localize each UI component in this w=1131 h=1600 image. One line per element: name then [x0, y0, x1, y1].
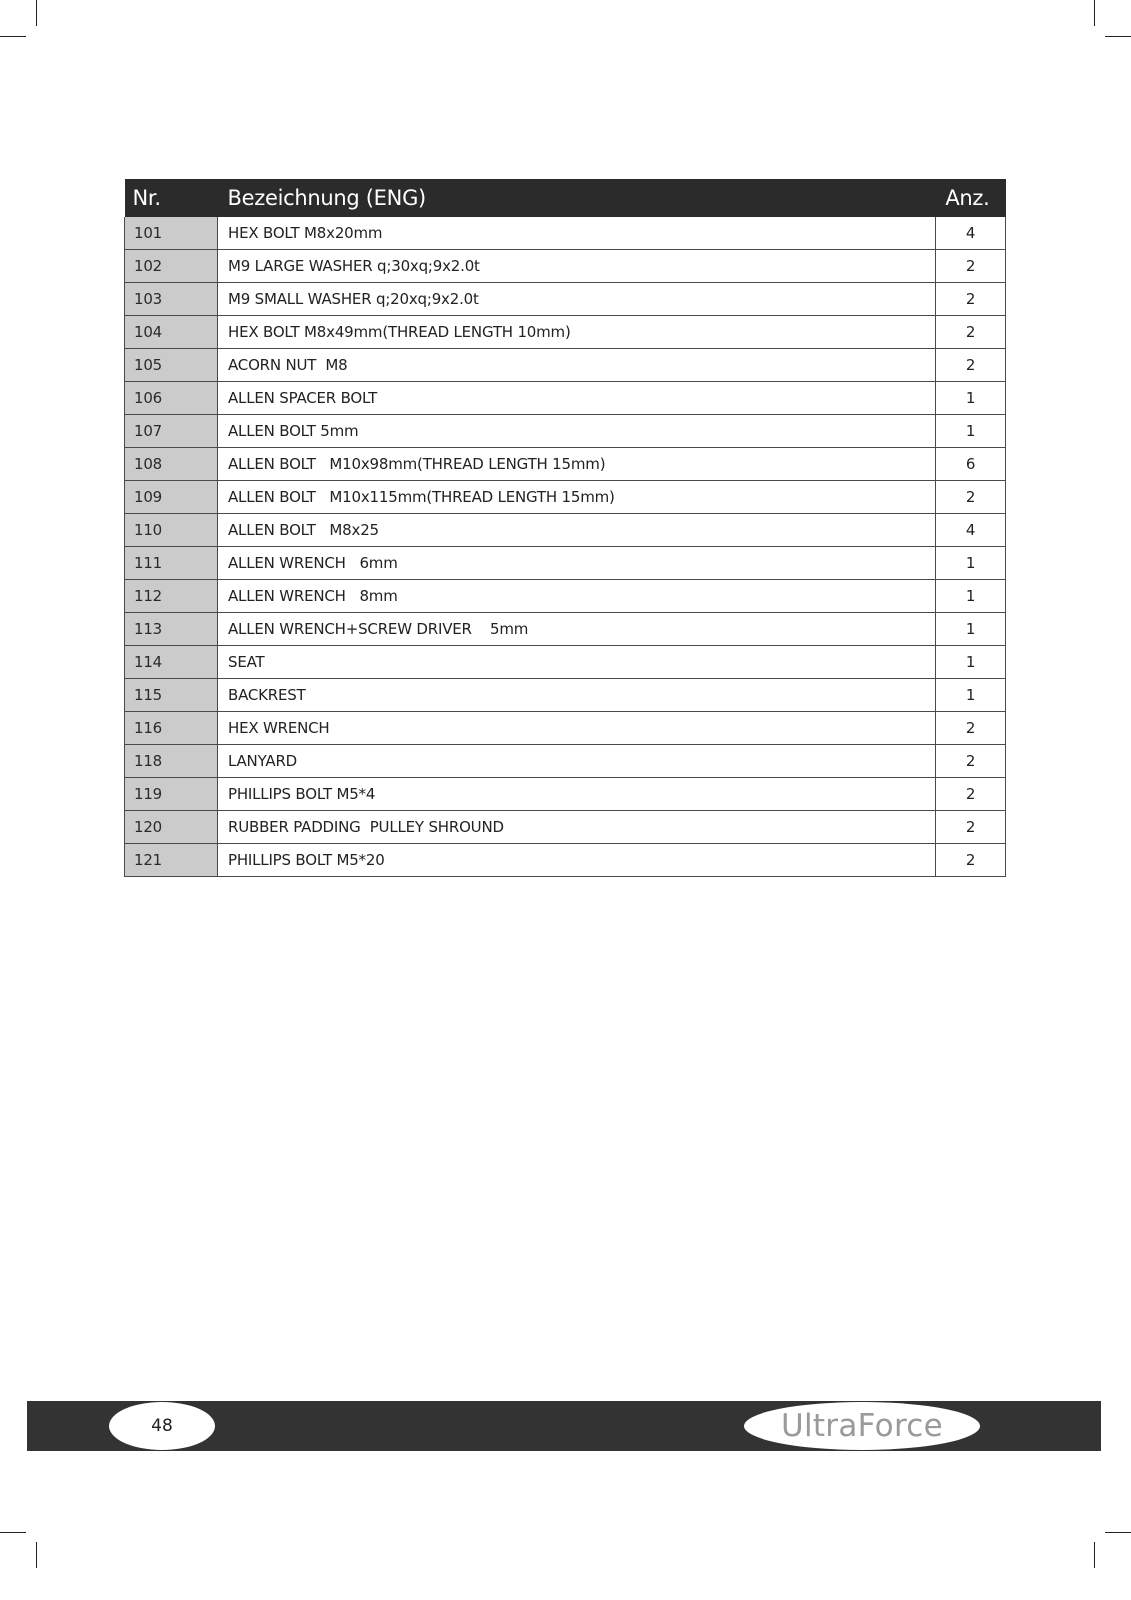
header-qty: Anz. [936, 179, 1006, 217]
part-number: 103 [125, 283, 218, 316]
part-number: 109 [125, 481, 218, 514]
part-description: SEAT [218, 646, 936, 679]
table-header-row [125, 179, 1006, 217]
table-row [125, 712, 1006, 745]
part-quantity: 1 [936, 679, 1006, 712]
part-description: M9 LARGE WASHER q;30xq;9x2.0t [218, 250, 936, 283]
part-description: ALLEN BOLT M10x98mm(THREAD LENGTH 15mm) [218, 448, 936, 481]
part-quantity: 1 [936, 580, 1006, 613]
crop-mark [0, 1532, 26, 1533]
part-number: 112 [125, 580, 218, 613]
part-description: HEX WRENCH [218, 712, 936, 745]
table-row [125, 745, 1006, 778]
table-row [125, 415, 1006, 448]
table-row [125, 217, 1006, 250]
table-row [125, 283, 1006, 316]
part-quantity: 6 [936, 448, 1006, 481]
part-description: ALLEN BOLT 5mm [218, 415, 936, 448]
part-number: 111 [125, 547, 218, 580]
part-description: LANYARD [218, 745, 936, 778]
part-number: 106 [125, 382, 218, 415]
part-quantity: 2 [936, 811, 1006, 844]
page-number: 48 [109, 1402, 215, 1450]
part-quantity: 1 [936, 415, 1006, 448]
part-number: 118 [125, 745, 218, 778]
part-quantity: 2 [936, 712, 1006, 745]
part-number: 115 [125, 679, 218, 712]
table-row [125, 448, 1006, 481]
part-number: 119 [125, 778, 218, 811]
part-description: BACKREST [218, 679, 936, 712]
crop-mark [0, 36, 26, 37]
table-row [125, 316, 1006, 349]
part-quantity: 2 [936, 844, 1006, 877]
crop-mark [36, 0, 37, 26]
table-row [125, 679, 1006, 712]
table-row [125, 547, 1006, 580]
crop-mark [1105, 1532, 1131, 1533]
table-row [125, 778, 1006, 811]
part-quantity: 1 [936, 382, 1006, 415]
table-row [125, 811, 1006, 844]
table-row [125, 514, 1006, 547]
part-quantity: 4 [936, 514, 1006, 547]
header-description: Bezeichnung (ENG) [218, 179, 936, 217]
table-row [125, 250, 1006, 283]
part-description: HEX BOLT M8x49mm(THREAD LENGTH 10mm) [218, 316, 936, 349]
part-quantity: 1 [936, 547, 1006, 580]
table-row [125, 844, 1006, 877]
part-number: 110 [125, 514, 218, 547]
part-quantity: 1 [936, 646, 1006, 679]
part-number: 107 [125, 415, 218, 448]
part-description: HEX BOLT M8x20mm [218, 217, 936, 250]
parts-table [124, 179, 1006, 877]
part-quantity: 2 [936, 745, 1006, 778]
part-number: 104 [125, 316, 218, 349]
table-row [125, 349, 1006, 382]
part-number: 102 [125, 250, 218, 283]
part-quantity: 2 [936, 349, 1006, 382]
table-row [125, 580, 1006, 613]
part-number: 121 [125, 844, 218, 877]
part-description: ALLEN WRENCH+SCREW DRIVER 5mm [218, 613, 936, 646]
part-description: RUBBER PADDING PULLEY SHROUND [218, 811, 936, 844]
part-description: ACORN NUT M8 [218, 349, 936, 382]
part-description: ALLEN WRENCH 8mm [218, 580, 936, 613]
part-description: PHILLIPS BOLT M5*4 [218, 778, 936, 811]
part-quantity: 1 [936, 613, 1006, 646]
part-description: M9 SMALL WASHER q;20xq;9x2.0t [218, 283, 936, 316]
part-description: ALLEN BOLT M8x25 [218, 514, 936, 547]
part-number: 113 [125, 613, 218, 646]
part-number: 116 [125, 712, 218, 745]
crop-mark [36, 1542, 37, 1568]
table-row [125, 646, 1006, 679]
part-quantity: 2 [936, 250, 1006, 283]
crop-mark [1105, 36, 1131, 37]
crop-mark [1094, 1542, 1095, 1568]
table-row [125, 382, 1006, 415]
part-quantity: 2 [936, 316, 1006, 349]
part-description: PHILLIPS BOLT M5*20 [218, 844, 936, 877]
header-nr: Nr. [125, 179, 218, 217]
part-number: 105 [125, 349, 218, 382]
part-number: 114 [125, 646, 218, 679]
part-quantity: 2 [936, 283, 1006, 316]
part-number: 120 [125, 811, 218, 844]
part-description: ALLEN WRENCH 6mm [218, 547, 936, 580]
part-description: ALLEN BOLT M10x115mm(THREAD LENGTH 15mm) [218, 481, 936, 514]
table-row [125, 613, 1006, 646]
brand-logo: UltraForce [744, 1402, 980, 1450]
part-quantity: 2 [936, 481, 1006, 514]
part-number: 101 [125, 217, 218, 250]
table-row [125, 481, 1006, 514]
part-number: 108 [125, 448, 218, 481]
part-quantity: 4 [936, 217, 1006, 250]
part-description: ALLEN SPACER BOLT [218, 382, 936, 415]
crop-mark [1094, 0, 1095, 26]
part-quantity: 2 [936, 778, 1006, 811]
